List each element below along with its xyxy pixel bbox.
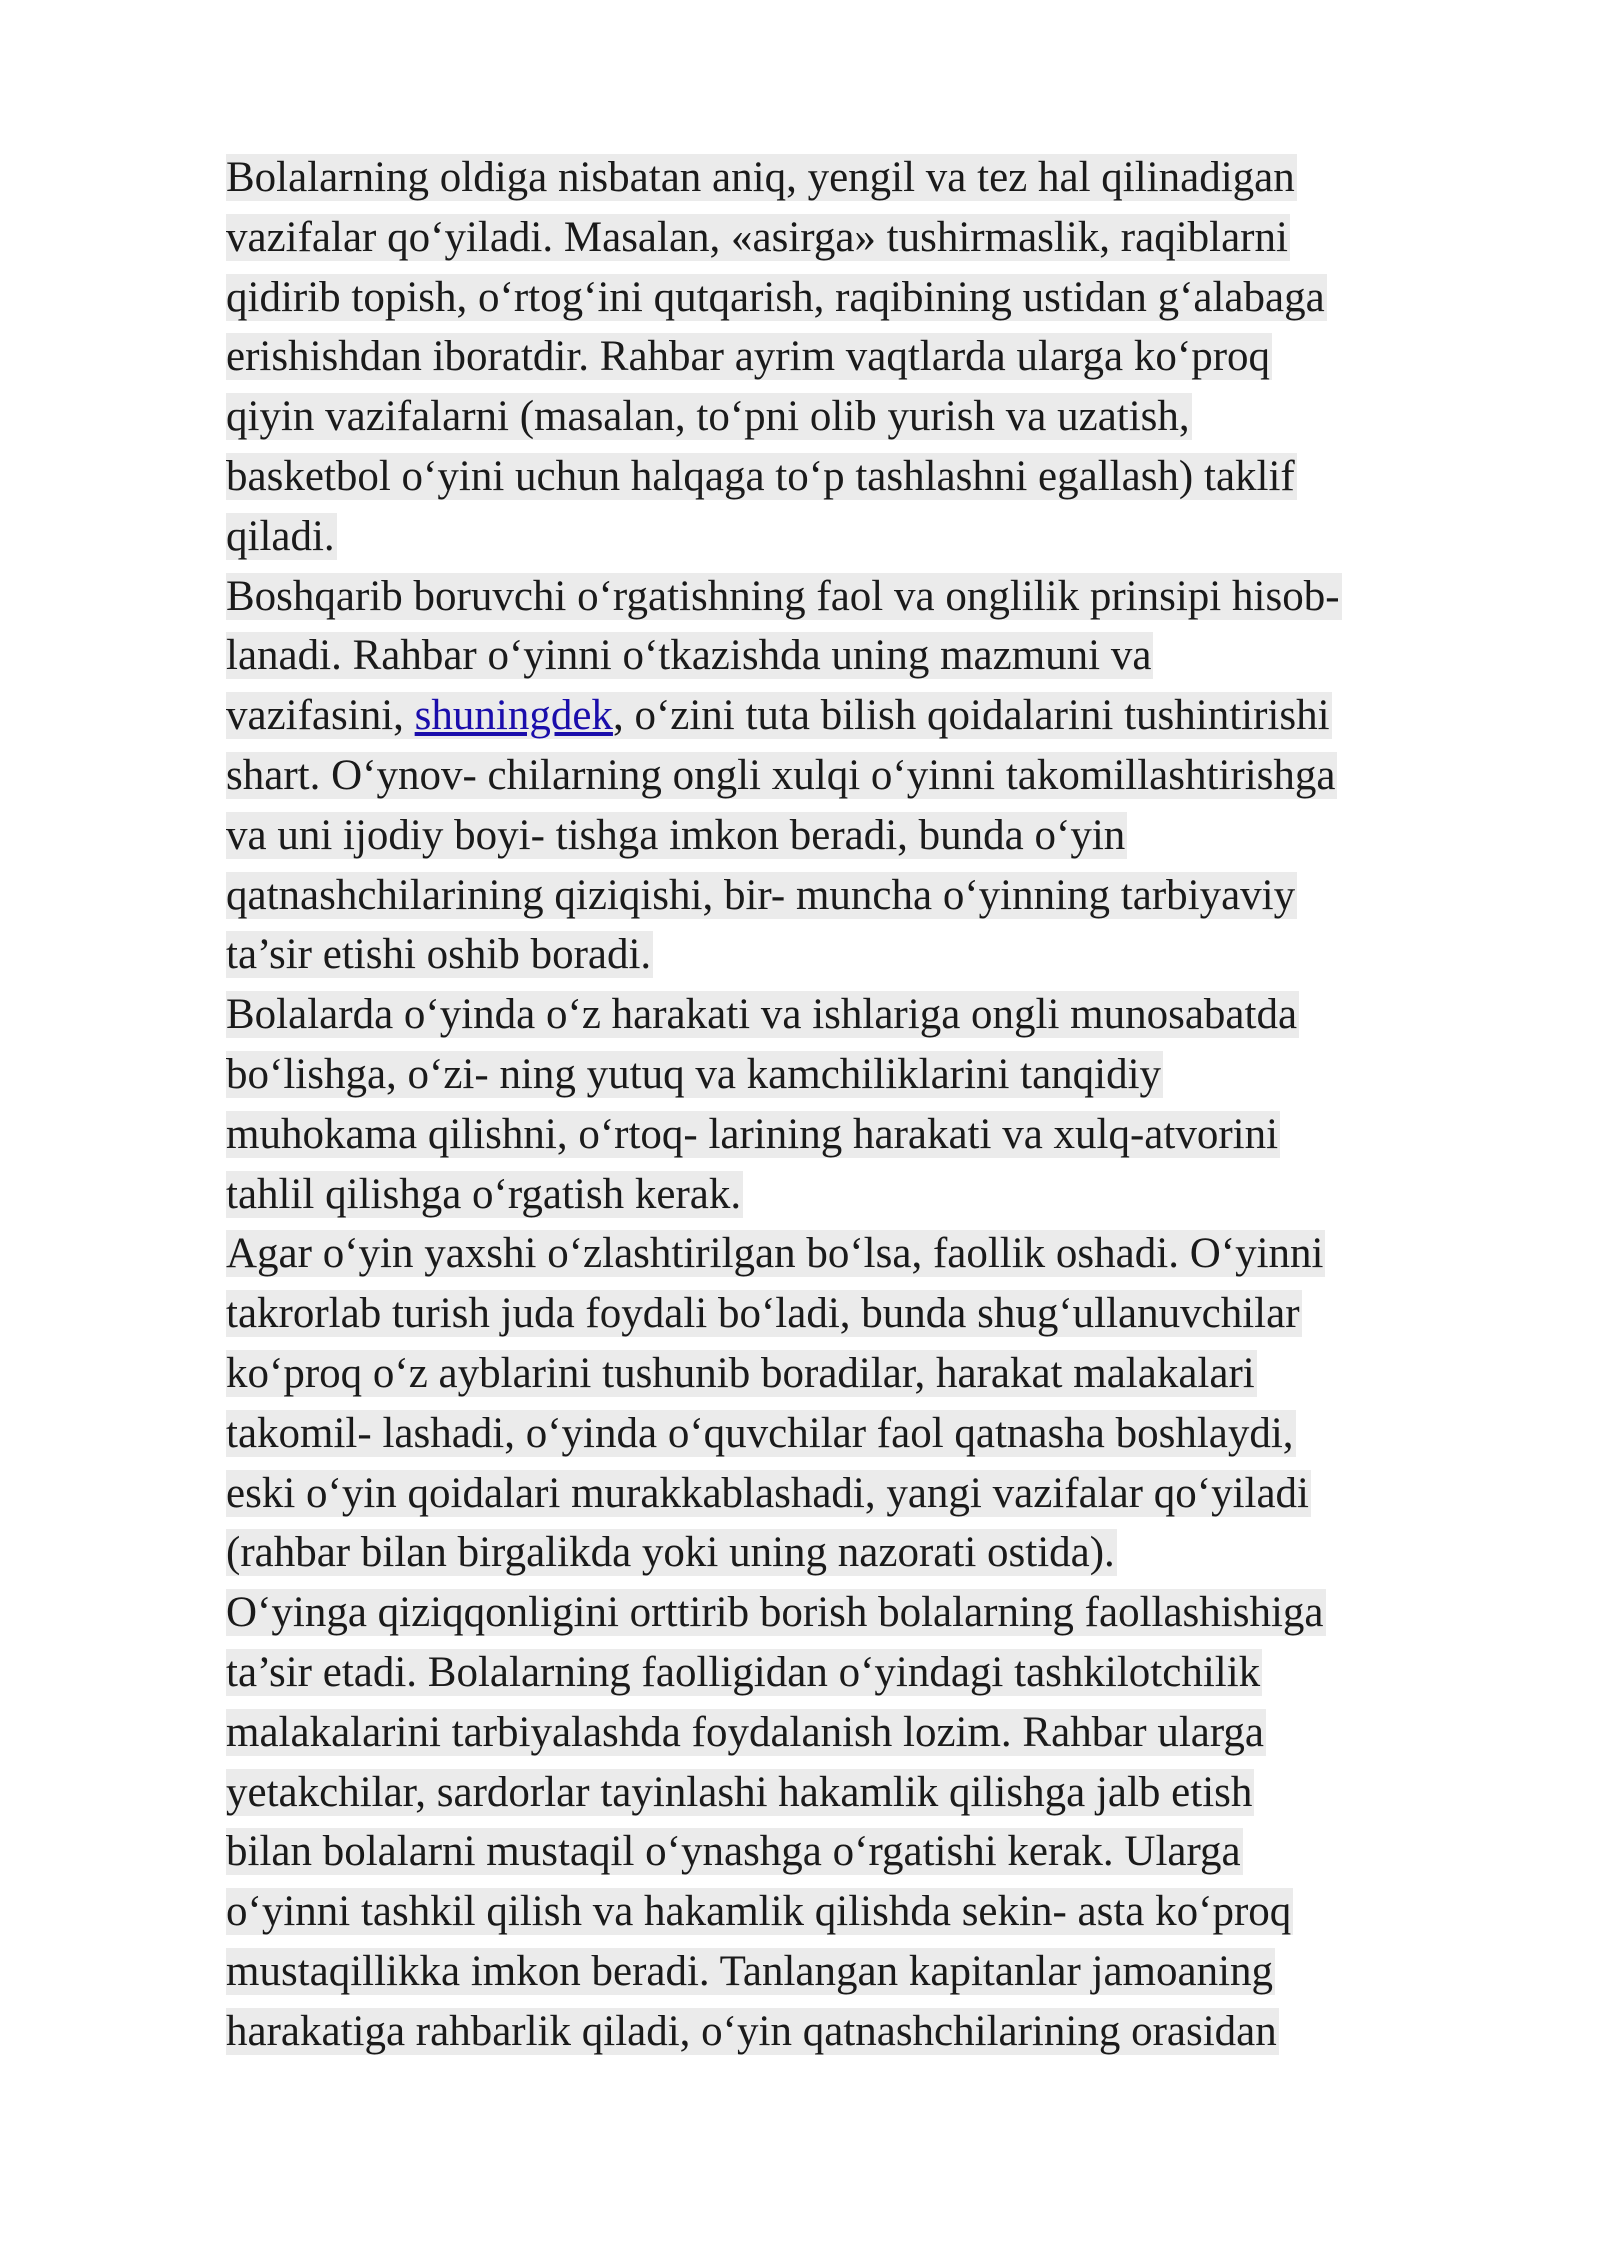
text-line-content: mustaqillikka imkon beradi. Tanlangan kapitanlar jamoaning	[226, 1947, 1274, 1995]
text-line-content: eski o‘yin qoidalari murakkablashadi, yangi vazifalar qo‘yiladi	[226, 1469, 1309, 1517]
text-line-content: O‘yinga qiziqqonligini orttirib borish bolalarning faollashishiga	[226, 1589, 1324, 1637]
text-line-content: basketbol o‘yini uchun halqaga to‘p tashlashni egallash) taklif	[226, 452, 1295, 500]
text-line-content: va uni ijodiy boyi- tishga imkon beradi, bunda o‘yin	[226, 811, 1126, 859]
text-line-content: harakatiga rahbarlik qiladi, o‘yin qatnashchilarining orasidan	[226, 2007, 1277, 2055]
text-line-content: takrorlab turish juda foydali bo‘ladi, bunda shug‘ullanuvchilar	[226, 1290, 1300, 1338]
text-line-content: bo‘lishga, o‘zi- ning yutuq va kamchiliklarini tanqidiy	[226, 1050, 1162, 1098]
text-line-content: erishishdan iboratdir. Rahbar ayrim vaqtlarda ularga ko‘proq	[226, 333, 1271, 381]
text-line	[226, 626, 1486, 686]
text-line	[226, 806, 1486, 866]
text-line-content: qiladi.	[226, 512, 335, 560]
text-line-content: muhokama qilishni, o‘rtoq- larining harakati va xulq-atvorini	[226, 1110, 1279, 1158]
text-line-content: Boshqarib boruvchi o‘rgatishning faol va onglilik prinsipi hisob-	[226, 572, 1340, 620]
text-line-content: ta’sir etadi. Bolalarning faolligidan o‘yindagi tashkilotchilik	[226, 1648, 1261, 1696]
text-line	[226, 925, 1486, 985]
text-line-content: ko‘proq o‘z ayblarini tushunib boradilar, harakat malakalari	[226, 1349, 1255, 1397]
text-line	[226, 1882, 1486, 1942]
text-line	[226, 268, 1486, 328]
text-line	[226, 327, 1486, 387]
text-line	[226, 1703, 1486, 1763]
text-line-content: tahlil qilishga o‘rgatish kerak.	[226, 1170, 742, 1218]
text-line	[226, 148, 1486, 208]
text-line-content: o‘yinni tashkil qilish va hakamlik qilishda sekin- asta ko‘proq	[226, 1888, 1292, 1936]
text-line-content: lanadi. Rahbar o‘yinni o‘tkazishda uning mazmuni va	[226, 632, 1152, 680]
text-line-content: malakalarini tarbiyalashda foydalanish lozim. Rahbar ularga	[226, 1708, 1265, 1756]
text-line	[226, 1404, 1486, 1464]
text-line-content: (rahbar bilan birgalikda yoki uning nazorati ostida).	[226, 1529, 1115, 1577]
text-line-content: yetakchilar, sardorlar tayinlashi hakamlik qilishga jalb etish	[226, 1768, 1253, 1816]
text-line	[226, 746, 1486, 806]
text-line	[226, 1165, 1486, 1225]
text-line-content: qidirib topish, o‘rtog‘ini qutqarish, raqibining ustidan g‘alabaga	[226, 273, 1325, 321]
text-line	[226, 866, 1486, 926]
text-line	[226, 1523, 1486, 1583]
text-line-content: takomil- lashadi, o‘yinda o‘quvchilar faol qatnasha boshlaydi,	[226, 1409, 1294, 1457]
text-line-content: qiyin vazifalarni (masalan, to‘pni olib yurish va uzatish,	[226, 393, 1190, 441]
text-line-with-link	[226, 686, 1486, 746]
text-line	[226, 985, 1486, 1045]
link-line-before: vazifasini,	[226, 692, 415, 740]
text-line-content: shart. O‘ynov- chilarning ongli xulqi o‘yinni takomillashtirishga	[226, 751, 1336, 799]
shuningdek-link[interactable]: shuningdek	[414, 692, 613, 740]
text-line	[226, 1822, 1486, 1882]
text-line	[226, 567, 1486, 627]
text-line	[226, 1284, 1486, 1344]
text-line-content: Bolalarda o‘yinda o‘z harakati va ishlariga ongli munosabatda	[226, 991, 1298, 1039]
text-line-content: bilan bolalarni mustaqil o‘ynashga o‘rgatishi kerak. Ularga	[226, 1828, 1241, 1876]
text-line	[226, 208, 1486, 268]
text-line	[226, 447, 1486, 507]
document-body	[226, 148, 1486, 2062]
text-line	[226, 1464, 1486, 1524]
text-line	[226, 1105, 1486, 1165]
text-line	[226, 1344, 1486, 1404]
text-line-content: qatnashchilarining qiziqishi, bir- muncha o‘yinning tarbiyaviy	[226, 871, 1296, 919]
link-line-after: , o‘zini tuta bilish qoidalarini tushintirishi	[612, 692, 1330, 740]
text-line-content: Bolalarning oldiga nisbatan aniq, yengil va tez hal qilinadigan	[226, 154, 1295, 201]
text-line-content: vazifalar qo‘yiladi. Masalan, «asirga» tushirmaslik, raqiblarni	[226, 213, 1288, 261]
text-line	[226, 2002, 1486, 2062]
text-line	[226, 387, 1486, 447]
text-line	[226, 1942, 1486, 2002]
text-line	[226, 1763, 1486, 1823]
text-line	[226, 1583, 1486, 1643]
text-line	[226, 1045, 1486, 1105]
text-line	[226, 1643, 1486, 1703]
text-line	[226, 507, 1486, 567]
text-line-content: Agar o‘yin yaxshi o‘zlashtirilgan bo‘lsa, faollik oshadi. O‘yinni	[226, 1230, 1324, 1278]
text-line-content: ta’sir etishi oshib boradi.	[226, 931, 652, 979]
text-line-content	[226, 692, 1332, 739]
text-line	[226, 1224, 1486, 1284]
